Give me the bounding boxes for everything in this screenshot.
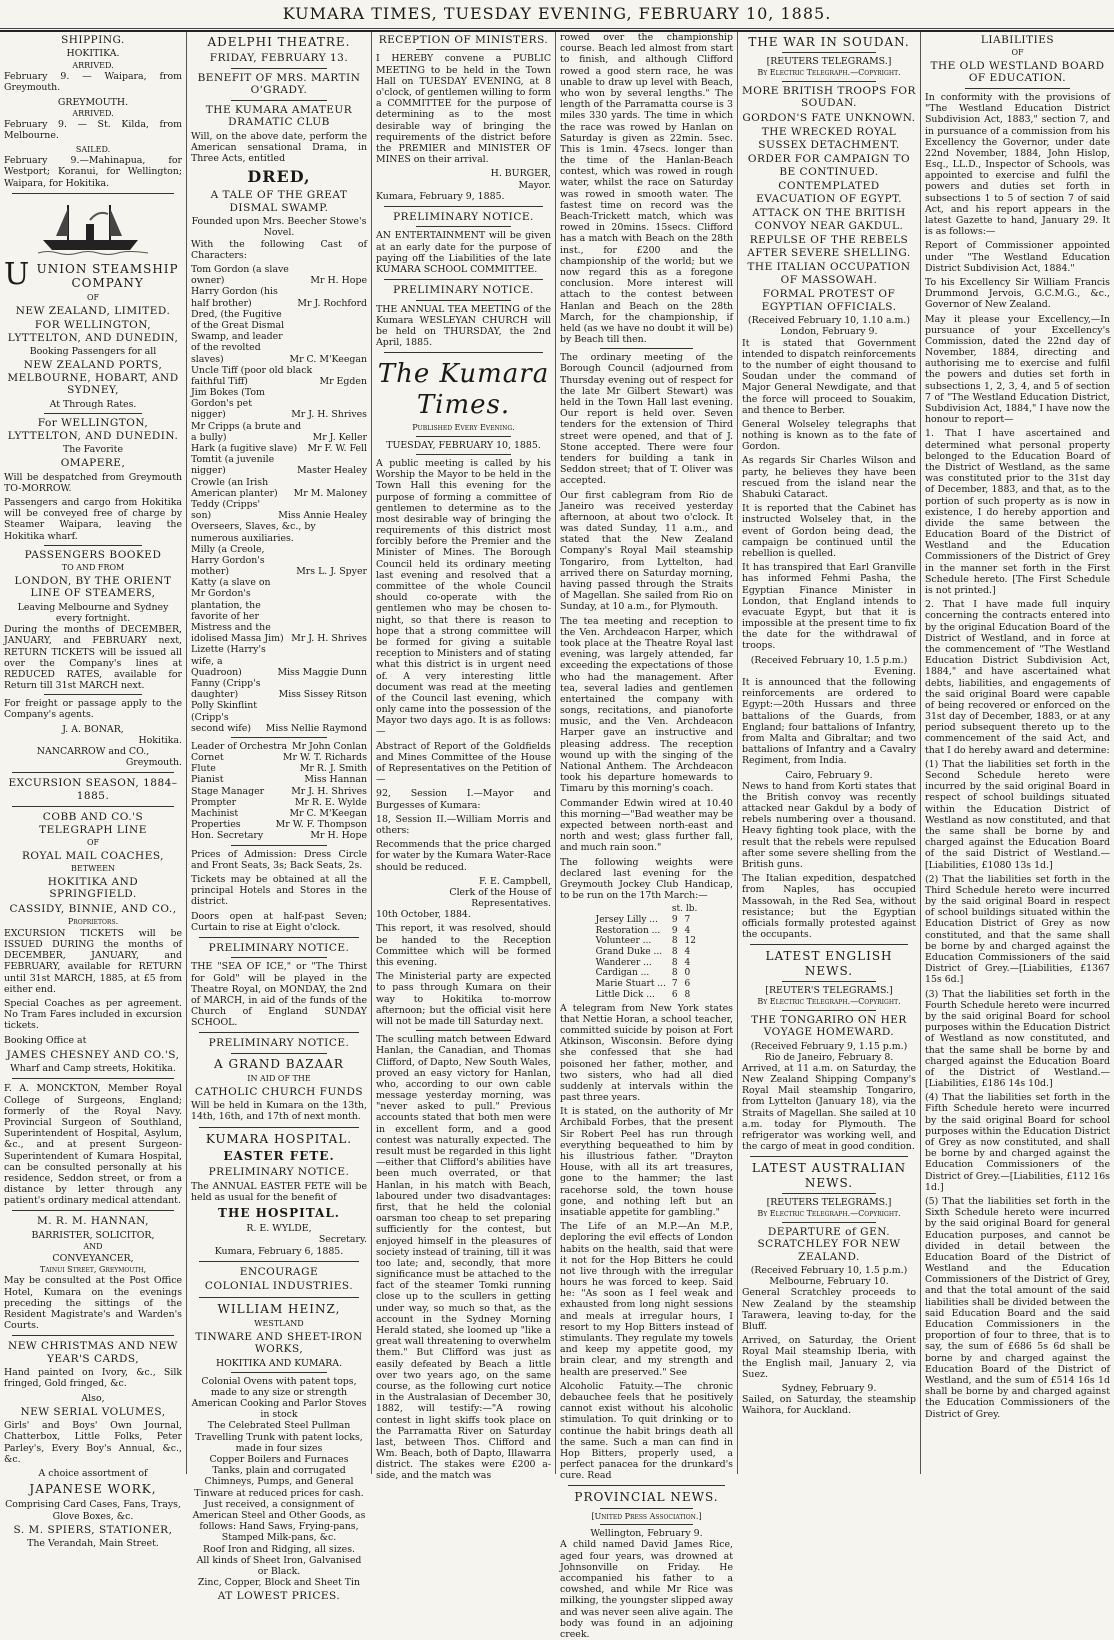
monckton-ad: F. A. MONCKTON, Member Royal College of Surgeons, England; formerly of the Royal Navy. Provincial Surgeon of Southland, Superintendent of Hospital, Asylum, &c., and at present Surgeon-Superintendent of Kumara Hospital, can be consulted personally at his residence, Seddon street, or from a distance by letter through any patient's ordinary medical attendant. (4, 1083, 182, 1207)
orchestra-row (191, 752, 367, 763)
table-cell: 8 (671, 947, 678, 958)
subheading: SAILED. (75, 144, 111, 154)
subheading: ARRIVED. (72, 60, 114, 70)
role-name: Uncle Tiff (poor old black faithful Tiff) (191, 364, 313, 387)
role-name: Hark (a fugitive slave) (191, 443, 298, 454)
cast-row (191, 365, 367, 387)
role-name: Polly Skinflint (Cripp's second wife) (191, 700, 258, 734)
cast-row (191, 678, 367, 700)
role-name: Dred, (the Fugitive of the Great Dismal Swamp, and leader of the revolted slaves) (191, 308, 285, 365)
cast-row (191, 521, 367, 543)
table-row (593, 968, 701, 979)
role-name: Fanny (Cripp's daughter) (191, 677, 261, 701)
provincial-news-heading: PROVINCIAL NEWS. (574, 1490, 719, 1505)
table-row (593, 979, 701, 990)
performer-name: Mr J. H. Shrives (291, 785, 367, 797)
performer-name: Mr C. M'Keegan (289, 353, 367, 365)
orchestra-row (191, 830, 367, 841)
performer-name: Mr F. W. Fell (307, 443, 367, 454)
table-cell: 12 (684, 936, 696, 947)
cast-row (191, 544, 367, 578)
cast-row (191, 644, 367, 678)
role-name: Mr Cripps (a brute and a bully) (191, 420, 302, 443)
table-cell: 4 (684, 947, 691, 958)
cast-row (191, 443, 367, 454)
masthead (0, 0, 1114, 32)
role-name: Harry Gordon (his half brother) (191, 286, 278, 309)
role-name: Jim Bokes (Tom Gordon's pet nigger) (191, 387, 265, 421)
steamship-illustration (38, 200, 148, 256)
role-name: Crowle (an Irish American planter) (191, 476, 278, 499)
cast-row (191, 309, 367, 365)
role-name: Tomtit (a juvenile nigger) (191, 454, 275, 477)
table-header: st. lb. (671, 904, 698, 915)
dred-title: DRED, (247, 167, 311, 187)
performer-name: Mr R. J. Smith (299, 763, 367, 775)
performer-name: Miss Nellie Raymond (265, 722, 367, 734)
column-5: THE WAR IN SOUDAN. [REUTERS TELEGRAMS.] By Electric Telegraph.—Copyright. MORE BRITISH TROOPS FOR SOUDAN. GORDON'S FATE UNKNOWN. THE WRECKED ROYAL SUSSEX DETACHMENT. ORDER FOR CAMPAIGN TO BE CONTINUED. CONTEMPLATED EVACUATION OF EGYPT. ATTACK ON THE BRITISH CONVOY NEAR GAKDUL. REPULSE OF THE REBELS AFTER SEVERE SHELLING. THE ITALIAN OCCUPATION OF MASSOWAH. FORMAL PROTEST OF EGYPTIAN OFFICIALS. (Received February 10, 1.10 a.m.) London, February 9. It is stated that Government intended to dispatch reinforcements to the number of eight thousand to Soudan under the command of Major General Newdigate, and that the force will proceed to Souakim, and thence to Berber. General Wolseley telegraphs that nothing is known as to the fate of Gordon. As regards Sir Charles Wilson and party, he believes they have been rescued from the island near the Shabuki Cataract. It is reported that the Cabinet has instructed Wolseley that, in the event of Gordon being dead, the campaign be continued until the rebellion is quelled. It has transpired that Earl Granville has informed Fehmi Pasha, the Egyptian Finance Minister in London, that England intends to evacuate Egypt, but that it is impossible at the present time to fix the date for the withdrawal of troops. (Received February 10, 1.5 p.m.) Evening. It is announced that the following reinforcements are ordered to Egypt:—20th Hussars and three battalions of the Guards, from England; four battalions of Infantry, from Malta and Gibraltar; and two battalions of Infantry and a Cavalry Regiment, from India. Cairo, February 9. News to hand from Korti states that the British convoy was recently attacked near Gakdul by a body of rebels numbering over a thousand. Heavy fighting took place, with the result that the rebels were repulsed after some severe shelling from the British guns. The Italian expedition, despatched from Naples, has occupied Massowah, in the Red Sea, without resistance; but the Egyptian officials formally protested against the occupants. LATEST ENGLISH NEWS. [REUTER'S TELEGRAMS.] By Electric Telegraph.—Copyright. THE TONGARIRO ON HER VOYAGE HOMEWARD. (Received February 9, 1.15 p.m.) Rio de Janeiro, February 8. Arrived, at 11 a.m. on Saturday, the New Zealand Shipping Company's Royal Mail steamship Tongariro, from Lyttelton (January 18), via the Straits of Magellan. She sailed at 10 a.m. today for Plymouth. The refrigerator was working well, and the cargo of meat in good condition. LATEST AUSTRALIAN NEWS. [REUTERS TELEGRAMS.] By Electric Telegraph.—Copyright. DEPARTURE of GEN. SCRATCHLEY FOR NEW ZEALAND. (Received February 10, 1.5 p.m.) Melbourne, February 10. General Scratchley proceeds to New Zealand by the steamship Tarawera, leaving to-day, for the Bluff. Arrived, on Saturday, the Orient Royal Mail steamship Iberia, with the English mail, January 2, via Suez. Sydney, February 9. Sailed, on Saturday, the steamship Waihora, for Auckland. (742, 35, 916, 1417)
performer-name: Mr W. T. Richards (282, 752, 367, 764)
column-6: LIABILITIES OF THE OLD WESTLAND BOARD OF EDUCATION. In conformity with the provisions of "The Westland Education District Subdivision Act, 1883," section 7, and in pursuance of a commission from his Excellency the Governor, under date 22nd November, 1884, John Hislop, Esq., LL.D., Inspector of Schools, was appointed to exercise and fulfil the powers and duties set forth in subsections 1 to 5 of section 7 of said Act, and his report appears in the latest Gazette to hand, January 29. It is as follows:— Report of Commissioner appointed under "The Westland Education District Subdivision Act, 1884." To his Excellency Sir William Francis Drummond Jervois, G.C.M.G., &c., Governor of New Zealand. May it please your Excellency,—In pursuance of your Excellency's Commission, dated the 22nd day of November, 1884, directing and authorising me to exercise and fulfil the powers and duties set forth in subsections 1, 2, 3, 4, and 5 of section 7 of "The Westland Education District, Subdivision Act, 1884," I have now the honour to report— 1. That I have ascertained and determined what personal property belonged to the Education Board of the District of Westland, as the same was constituted prior to the 31st day of December, 1883, and that, as to the portion of such property as is now in existence, I do hereby apportion and divide the same between the Education Board of the District of Westland and the Education Commissioners of the District of Grey in the manner set forth in the First Schedule hereto. [The First Schedule is not printed.] 2. That I have made full inquiry concerning the contracts entered into by the original Education Board of the District of Westland, and in force at the commencement of "The Westland Education District Subdivision Act, 1884," and have ascertained what debts, liabilities, and engagements of the said original Board were capable of being recovered or enforced on the 31st day of December, 1883, or at any period subsequent thereto up to the commencement of the said Act, and that I do hereby award and determine: (1) That the liabilities set forth in the Second Schedule hereto were incurred by the said original Board in respect of school buildings situated within the Education District of Westland as now constituted, and that the same shall be borne by and charged against the Education Board of the said District of Westland.—[Liabilities, £1080 13s 1d.] (2) That the liabilities set forth in the Third Schedule hereto were incurred by the said original Board in respect of school buildings situated within the Education District of Grey as now constituted, and that the same shall be borne by and charged against the Education Commissioners of the said District of Grey.—[Liabilities, £1367 15s 6d.] (3) That the liabilities set forth in the Fourth Schedule hereto were incurred by the said original Board for school purposes within the Education District of Westland as now constituted, and that the same shall be borne by and charged against the Education Board of the District of Westland.—[Liabilities, £186 14s 10d.] (4) That the liabilities set forth in the Fifth Schedule hereto were incurred by the said original Board for school purposes within the Education District of Grey as now constituted, and shall be borne by and charged against the Education Commissioners of the District of Grey.—[Liabilities, £112 16s 1d.] (5) That the liabilities set forth in the Sixth Schedule hereto were incurred by the said original Board for general Education purposes, and cannot be divided in detail between the Education Board of the District of Westland and the Education Commissioners of the District of Grey, and that the total amount of the said liabilities shall be divided between the said Education Board and the said Education Commissioners in the proportion of four to three, that is to say, the sum of £686 5s 6d shall be borne by and charged against the Education Board of the District of Westland, and the sum of £514 16s 1d shall be borne by and charged against the Education Commissioners of the District of Grey. (925, 34, 1110, 1420)
english-news-heading: LATEST ENGLISH NEWS. (765, 949, 893, 978)
table-cell: Wanderer ... (595, 957, 652, 968)
orchestra-row (191, 763, 367, 774)
performer-name: Mr C. M'Keegan (289, 808, 367, 819)
cast-row (191, 421, 367, 443)
performer-name: Mr H. Hope (310, 830, 367, 842)
role-name: Leader of Orchestra (191, 740, 288, 752)
role-name: Machinist (191, 808, 239, 819)
table-row (593, 958, 701, 969)
role-name: Cornet (191, 752, 224, 764)
subheading: HOKITIKA. (66, 48, 120, 60)
performer-name: Mr M. Maloney (293, 487, 367, 499)
performer-name: Mr W. F. Thompson (275, 819, 367, 831)
column-1: SHIPPING. HOKITIKA. ARRIVED. February 9. — Waipara, from Greymouth. GREYMOUTH. ARRIVED. February 9. — St. Kilda, from Melbourne. SAILED. February 9.—Mahinapua, for Westport; Koranui, for Wellington; Waipara, for Hokitika. UUNION STEAMSHIP COMPANY OF NEW ZEALAND, LIMITED. FOR WELLINGTON, LYTTELTON, AND DUNEDIN, Booking Passengers for all NEW ZEALAND PORTS, MELBOURNE, HOBART, AND SYDNEY, At Through Rates. For WELLINGTON, LYTTELTON, AND DUNEDIN. The Favorite OMAPERE, Will be despatched from Greymouth TO-MORROW. Passengers and cargo from Hokitika will be conveyed free of charge by Steamer Waipara, leaving the Hokitika wharf. PASSENGERS BOOKED TO AND FROM LONDON, BY THE ORIENT LINE OF STEAMERS, Leaving Melbourne and Sydney every fortnight. During the months of DECEMBER, JANUARY, and FEBRUARY next, RETURN TICKETS will be issued all over the Company's lines at REDUCED RATES, available for Return till 31st MARCH next. For freight or passage apply to the Company's agents. J. A. BONAR, Hokitika. NANCARROW and CO., Greymouth. EXCURSION SEASON, 1884–1885. COBB AND CO.'S TELEGRAPH LINE OF ROYAL MAIL COACHES, BETWEEN HOKITIKA AND SPRINGFIELD. CASSIDY, BINNIE, AND CO., Proprietors. EXCURSION TICKETS will be ISSUED DURING the months of DECEMBER, JANUARY, and FEBRUARY, available for RETURN until 31st MARCH, 1885, at £5 from either end. Special Coaches as per agreement. No Tram Fares included in excursion tickets. Booking Office at JAMES CHESNEY AND CO.'S, Wharf and Camp streets, Hokitika. F. A. MONCKTON, Member Royal College of Surgeons, England; formerly of the Royal Navy. Provincial Surgeon of Southland, Superintendent of Hospital, Asylum, &c., and at present Surgeon-Superintendent of Kumara Hospital, can be consulted personally at his residence, Seddon street, or from a distance by letter through any patient's ordinary medical attendant. M. R. M. HANNAN, BARRISTER, SOLICITOR, AND CONVEYANCER, Tainui Street, Greymouth, May be consulted at the Post Office Hotel, Kumara on the evenings preceding the sittings of the Resident Magistrate's and Warden's Courts. NEW CHRISTMAS AND NEW YEAR'S CARDS, Hand painted on Ivory, &c., Silk fringed, Gold fringed, &c. Also, NEW SERIAL VOLUMES, Girls' and Boys' Own Journal, Chatterbox, Little Folks, Peter Parley's, Every Boy's Annual, &c., &c. A choice assortment of JAPANESE WORK, Comprising Card Cases, Fans, Trays, Glove Boxes, &c. S. M. SPIERS, STATIONER, The Verandah, Main Street. (4, 34, 182, 1550)
cast-list (191, 264, 367, 734)
shipping-entry: February 9. — St. Kilda, from Melbourne. (4, 119, 182, 142)
table-cell: 4 (684, 957, 691, 968)
cast-row (191, 700, 367, 734)
australian-news-heading: LATEST AUSTRALIAN NEWS. (751, 1161, 907, 1190)
table-cell: 8 (671, 957, 678, 968)
role-name: Properties (191, 819, 241, 831)
performer-name: Miss Maggie Dunn (277, 666, 367, 678)
shipping-entry: February 9. — Waipara, from Greymouth. (4, 71, 182, 94)
role-name: Hon. Secretary (191, 830, 264, 842)
table-cell: 9 (671, 925, 678, 936)
table-cell: 4 (684, 925, 691, 936)
cast-row (191, 454, 367, 476)
orchestra-list (191, 741, 367, 842)
column-4: rowed over the championship course. Beach led almost from start to finish, and although Clifford rowed a good stern race, he was unable to draw up level with Beach, who won by several lengths." The length of the Parramatta course is 3 miles 330 yards. The time in which the race was rowed by Hanlan on Saturday is given as 22min. 5sec. This is 1min. 47secs. longer than the time of the Hanlan-Beach contest, which was rowed in rough water, whilst the race on Saturday was rowed in smooth water. The fastest time on record was the Beach-Trickett match, which was rowed in 20mins. 15secs. Clifford has a match with Beach on the 28th inst., for £200 and the championship of the world; but we now regard this as a foregone conclusion. More interest will attach to the contest between Hanlan and Beach on the 28th March, for the championship, if held (as we have no doubt it will be) by Beach till then. The ordinary meeting of the Borough Council (adjourned from Thursday evening out of respect for the late Mr Gilbert Stewart) was held in the Town Hall last evening. Our report is held over. Seven tenders for the extension of Third street were opened, and that of J. Stone accepted. There were four tenders for building a tank in Seddon street; that of T. Oliver was accepted. Our first cablegram from Rio de Janeiro was received yesterday afternoon, at about two o'clock. It was dated Sunday, 11 a.m., and stated that the New Zealand Company's Royal Mail steamship Tongariro, from Lyttelton, had arrived there on Saturday morning, having passed through the Straits of Magellan. She sailed from Rio on Sunday, at 10 a.m., for Plymouth. The tea meeting and reception to the Ven. Archdeacon Harper, which took place at the Theatre Royal last evening, was largely attended, far exceeding the expectations of those who had the management. After tea, several ladies and gentlemen entertained the company with songs, recitations, and pianoforte music, and the Ven. Archdeacon Harper gave an instructive and pleasing address. The reception wound up with the singing of the National Anthem. The Archdeacon took his departure homewards to Timaru by this morning's coach. Commander Edwin wired at 10.40 this morning—"Bad weather may be expected between north-east and north and west; glass further fall, and much rain soon." The following weights were declared last evening for the Greymouth Jockey Club Handicap, to be run on the 17th March:— st. lb. Jersey Lilly ... 9 7 Restoration ... 9 4 Volunteer ... 8 12 Grand Duke ... 8 4 Wanderer ... 8 4 Cardigan ... 8 0 Marie Stuart ... 7 6 Little Dick ... 6 8 A telegram from New York states that Nettie Horan, a school teacher, committed suicide by poison at Fort Atkinson, Wisconsin. Before dying she confessed that she had poisoned her father, mother, and two sisters, who had all died suddenly at intervals within the past three years. It is stated, on the authority of Mr Archibald Forbes, that the present Sir Robert Peel has run through everything bequeathed to him by his illustrious father. "Drayton House, with all its art treasures, gone to the hammer; the last racehorse sold, the town house gone, and nothing left but an insatiable appetite for gambling." The Life of an M.P.—An M.P., deploring the evil effects of London habits on the health, said that were it not for the Hop Bitters he could not live through with the irregular hours he was forced to keep. Said he: "As soon as I feel weak and exhausted from long night sessions and meals at irregular hours, I resort to my Hop Bitters instead of stimulants. They regulate my towels and keep my appetite good, my brain clear, and my strength and health are preserved." See Alcoholic Fatuity.—The chronic debauchee feels that he positively cannot exist without his alcoholic stimulation. To quit drinking or to continue the habit brings death all the same. Such a man can find in Hop Bitters, properly used, a perfect panacea for the drunkard's cure. Read PROVINCIAL NEWS. [United Press Association.] Wellington, February 9. A child named David James Rice, aged four years, was drowned at Johnsonville on Friday. He accompanied his father to a cowshed, and while Mr Rice was milking, the youngster slipped away and was never seen alive again. The body was found in an adjoining creek. (560, 32, 733, 1640)
orchestra-row (191, 819, 367, 830)
performer-name: Miss Sissey Ritson (278, 689, 367, 701)
table-cell: 6 (671, 989, 678, 1000)
table-cell: Marie Stuart ... (595, 979, 666, 990)
cast-row (191, 577, 367, 644)
column-3: RECEPTION OF MINISTERS. I HEREBY convene a PUBLIC MEETING to be held in the Town Hall on TUESDAY EVENING, at 8 o'clock, of gentlemen willing to form a COMMITTEE for the purpose of determining as to the most desirable way of bringing the requirements of the district before the PREMIER and MINISTER OF MINES on their arrival. H. BURGER, Mayor. Kumara, February 9, 1885. PRELIMINARY NOTICE. AN ENTERTAINMENT will be given at an early date for the purpose of paying off the Liabilities of the late KUMARA SCHOOL COMMITTEE. PRELIMINARY NOTICE. THE ANNUAL TEA MEETING of the Kumara WESLEYAN CHURCH will be held on THURSDAY, the 2nd April, 1885. The Kumara Times. Published Every Evening. TUESDAY, FEBRUARY 10, 1885. A public meeting is called by his Worship the Mayor to be held in the Town Hall this evening for the purpose of forming a committee of gentlemen to determine as to the most desirable way of bringing the requirements of this district most forcibly before the Premier and the Minister of Mines. The Borough Council held its ordinary meeting last evening and resolved that a committee of the whole Council should co-operate with the gentlemen who may be chosen to-night, so that there is reason to hope that a strong committee will be formed for giving a suitable reception to Ministers and of stating what this district is in urgent need of. A very interesting little document was read at the meeting of the Council last evening, which only came into the possession of the Mayor two days ago. It is as follows:— Abstract of Report of the Goldfields and Mines Committee of the House of Representatives on the Petition of— 92, Session I.—Mayor and Burgesses of Kumara: 18, Session II.—William Morris and others: Recommends that the price charged for water by the Kumara Water-Race should be reduced. F. E. Campbell, Clerk of the House of Representatives. 10th October, 1884. This report, it was resolved, should be handed to the Reception Committee which will be formed this evening. The Ministerial party are expected to pass through Kumara on their way to Hokitika to-morrow afternoon; but the official visit here will not be made till Saturday next. The sculling match between Edward Hanlan, the Canadian, and Thomas Clifford, of Dapto, New South Wales, proved an easy victory for Hanlan, who, according to our own cable message yesterday morning, was "never asked to pull." Previous accounts stated that both men were in excellent form, and a good contest was naturally expected. The result must be regarded in this light—either that Clifford's abilities have been much overrated, or that Hanlan, in his match with Beach, laboured under two disadvantages: first, that he held the colonial oarsman too cheap to set preparing sufficiently for the contest, but enjoyed himself in the pleasures of society instead of training, till it was too late; and, secondly, that more significance must be attached to the fact of the steamer Tomki running close up to the scullers in getting under way, so much so that, as the account in the Sydney Morning Herald stated, she loomed up "like a great wall threatening to overwhelm them." But Clifford was just as easily defeated by Beach a little over two years ago, on the same course, as the following curt notice in the Australasian of December 30, 1882, will testify:—"A rowing contest in light skiffs took place on the Parramatta River on Saturday last, between Thos. Clifford and Wm. Beach, both of Dapto, Illawarra district. The stakes were £200 a-side, and the match was (376, 34, 551, 1482)
table-cell: Little Dick ... (595, 989, 655, 1000)
role-name: Overseers, Slaves, &c., by numerous auxiliaries. (191, 521, 316, 544)
union-company-title: UUNION STEAMSHIP COMPANY (4, 256, 179, 292)
orchestra-row (191, 741, 367, 752)
reception-heading: RECEPTION OF MINISTERS. (378, 34, 549, 46)
orchestra-row (191, 808, 367, 819)
article-paragraph: The sculling match between Edward Hanlan, the Canadian, and Thomas Clifford, of Dapto, New South Wales, proved an easy victory for Hanlan, who, according to our own cable message yesterday morning, was "never asked to pull." Previous accounts stated that both men were in excellent form, and a good contest was naturally expected. The result must be regarded in this light—either that Clifford's abilities have been much overrated, or that Hanlan, in his match with Beach, laboured under two disadvantages: first, that he held the colonial oarsman too cheap to set preparing sufficiently for the contest, but enjoyed himself in the pleasures of society instead of training, till it was too late; and, secondly, that more significance must be attached to the fact of the steamer Tomki running close up to the scullers in getting under way, so much so that, as the account in the Sydney Morning Herald stated, she loomed up "like a great wall threatening to overwhelm them." But Clifford was just as easily defeated by Beach a little over two years ago, on the same course, as the following curt notice in the Australasian of December 30, 1882, will testify:—"A rowing contest in light skiffs took place on the Parramatta River on Saturday last, between Thos. Clifford and Wm. Beach, both of Dapto, Illawarra district. The stakes were £200 a-side, and the match was (376, 1034, 551, 1482)
liabilities-heading: LIABILITIES (980, 34, 1055, 46)
orchestra-row (191, 786, 367, 797)
table-row (593, 990, 701, 1001)
kumara-times-title: The Kumara Times. (377, 359, 550, 421)
performer-name: Master Healey (297, 465, 367, 477)
cast-row (191, 477, 367, 499)
role-name: Pianist (191, 774, 224, 786)
table-cell: 8 (671, 968, 678, 979)
role-name: Teddy (Cripps' son) (191, 498, 261, 522)
war-heading: THE WAR IN SOUDAN. (748, 35, 910, 49)
table-cell: Jersey Lilly ... (595, 914, 658, 925)
table-cell: Restoration ... (595, 925, 661, 936)
subheading: GREYMOUTH. (57, 96, 129, 108)
table-cell: Volunteer ... (595, 936, 652, 947)
shipping-entry: February 9.—Mahinapua, for Westport; Koranui, for Wellington; Waipara, for Hokitika. (4, 155, 182, 189)
race-weights-table (593, 904, 701, 1000)
table-cell: 8 (684, 989, 691, 1000)
table-cell: Cardigan ... (595, 968, 650, 979)
role-name: Milly (a Creole, Harry Gordon's mother) (191, 543, 265, 578)
table-row (593, 926, 701, 937)
excursion-heading: EXCURSION SEASON, 1884–1885. (8, 777, 178, 802)
role-name: Prompter (191, 796, 237, 808)
performer-name: Mr Egden (319, 375, 367, 387)
role-name: Katty (a slave on Mr Gordon's plantation, the favorite of her Mistress and the idolised Massa Jim) (191, 577, 284, 645)
performer-name: Mr R. E. Wylde (294, 796, 367, 808)
performer-name: Mr John Conlan (292, 740, 367, 752)
adelphi-heading: ADELPHI THEATRE. (207, 35, 351, 49)
table-row (593, 947, 701, 958)
performer-name: Mrs L. J. Spyer (296, 566, 367, 578)
cast-row (191, 264, 367, 286)
role-name: Tom Gordon (a slave owner) (191, 264, 289, 287)
cast-row (191, 286, 367, 308)
cast-row (191, 499, 367, 521)
performer-name: Mr H. Hope (310, 275, 367, 287)
shipping-heading: SHIPPING. (61, 34, 125, 46)
table-cell: 7 (671, 979, 678, 990)
performer-name: Miss Annie Healey (278, 510, 367, 522)
orchestra-row (191, 774, 367, 785)
role-name: Stage Manager (191, 785, 265, 797)
table-cell: 8 (671, 936, 678, 947)
article-paragraph: A public meeting is called by his Worship the Mayor to be held in the Town Hall this evening for the purpose of forming a committee of gentlemen to determine as to the most desirable way of bringing the requirements of this district most forcibly before the Premier and the Minister of Mines. The Borough Council held its ordinary meeting last evening and resolved that a committee of the whole Council should co-operate with the gentlemen who may be chosen to-night, so that there is reason to hope that a strong committee will be formed for giving a suitable reception to Ministers and of stating what this district is in urgent need of. A very interesting little document was read at the meeting of the Council last evening, which only came into the possession of the Mayor two days ago. It is as follows:— (376, 457, 551, 738)
table-cell: 9 (671, 914, 678, 925)
table-row (593, 936, 701, 947)
cast-row (191, 387, 367, 421)
newspaper-title: KUMARA TIMES, TUESDAY EVENING, FEBRUARY 10, 1885. (282, 4, 832, 23)
role-name: Flute (191, 763, 216, 775)
table-cell: 0 (684, 968, 691, 979)
performer-name: Mr J. H. Shrives (291, 633, 367, 645)
table-cell: 6 (684, 979, 691, 990)
orchestra-row (191, 797, 367, 808)
subheading: ARRIVED. (72, 108, 114, 118)
table-cell: 7 (684, 914, 691, 925)
performer-name: Miss Hannan (304, 774, 367, 786)
performer-name: Mr J. Keller (312, 431, 367, 443)
performer-name: Mr J. Rochford (297, 297, 367, 309)
role-name: Lizette (Harry's wife, a Quadroon) (191, 644, 266, 678)
performer-name: Mr J. H. Shrives (291, 409, 367, 421)
column-2: ADELPHI THEATRE. FRIDAY, FEBRUARY 13. BENEFIT OF MRS. MARTIN O'GRADY. THE KUMARA AMATEUR DRAMATIC CLUB Will, on the above date, perform the American sensational Drama, in Three Acts, entitled DRED, A TALE OF THE GREAT DISMAL SWAMP. Founded upon Mrs. Beecher Stowe's Novel. With the following Cast of Characters: Tom Gordon (a slave owner) Mr H. Hope Harry Gordon (his half brother) Mr J. Rochford Dred, (the Fugitive of the Great Dismal Swamp, and leader of the revolted slaves) Mr C. M'Keegan Uncle Tiff (poor old black faithful Tiff) Mr Egden Jim Bokes (Tom Gordon's pet nigger) Mr J. H. Shrives Mr Cripps (a brute and a bully) Mr J. Keller Hark (a fugitive slave) Mr F. W. Fell Tomtit (a juvenile nigger) Master Healey Crowle (an Irish American planter) Mr M. Maloney Teddy (Cripps' son) Miss Annie Healey Overseers, Slaves, &c., by numerous auxiliaries. Milly (a Creole, Harry Gordon's mother) Mrs L. J. Spyer Katty (a slave on Mr Gordon's plantation, the favorite of her Mistress and the idolised Massa Jim) Mr J. H. Shrives Lizette (Harry's wife, a Quadroon) Miss Maggie Dunn Fanny (Cripp's daughter) Miss Sissey Ritson Polly Skinflint (Cripp's second wife) Miss Nellie Raymond Leader of Orchestra Mr John Conlan Cornet Mr W. T. Richards Flute Mr R. J. Smith Pianist Miss Hannan Stage Manager Mr J. H. Shrives Prompter Mr R. E. Wylde Machinist Mr C. M'Keegan Properties Mr W. F. Thompson Hon. Secretary Mr H. Hope Prices of Admission: Dress Circle and Front Seats, 3s; Back Seats, 2s. Tickets may be obtained at all the principal Hotels and Stores in the district. Doors open at half-past Seven; Curtain to rise at Eight o'clock. PRELIMINARY NOTICE. THE "SEA OF ICE," or "The Thirst for Gold" will be played in the Theatre Royal, on MONDAY, the 2nd of MARCH, in aid of the funds of the Church of England SUNDAY SCHOOL. PRELIMINARY NOTICE. A GRAND BAZAAR IN AID OF THE CATHOLIC CHURCH FUNDS Will be held in Kumara on the 13th, 14th, 16th, and 17th of next month. KUMARA HOSPITAL. EASTER FETE. PRELIMINARY NOTICE. The ANNUAL EASTER FETE will be held as usual for the benefit of THE HOSPITAL. R. E. WYLDE, Secretary. Kumara, February 6, 1885. ENCOURAGE COLONIAL INDUSTRIES. WILLIAM HEINZ, WESTLAND TINWARE AND SHEET-IRON WORKS, HOKITIKA AND KUMARA. Colonial Ovens with patent tops, made to any size or strength American Cooking and Parlor Stoves in stock The Celebrated Steel Pullman Travelling Trunk with patent locks, made in four sizes Copper Boilers and Furnaces Tanks, plain and corrugated Chimneys, Pumps, and General Tinware at reduced prices for cash. Just received, a consignment of American Steel and Other Goods, as follows: Hand Saws, Frying-pans, Stamped Milk-pans, &c. Roof Iron and Ridging, all sizes. All kinds of Sheet Iron, Galvanised or Black. Zinc, Copper, Block and Sheet Tin AT LOWEST PRICES. (191, 35, 367, 1603)
table-row (593, 915, 701, 926)
table-cell: Grand Duke ... (595, 947, 663, 958)
